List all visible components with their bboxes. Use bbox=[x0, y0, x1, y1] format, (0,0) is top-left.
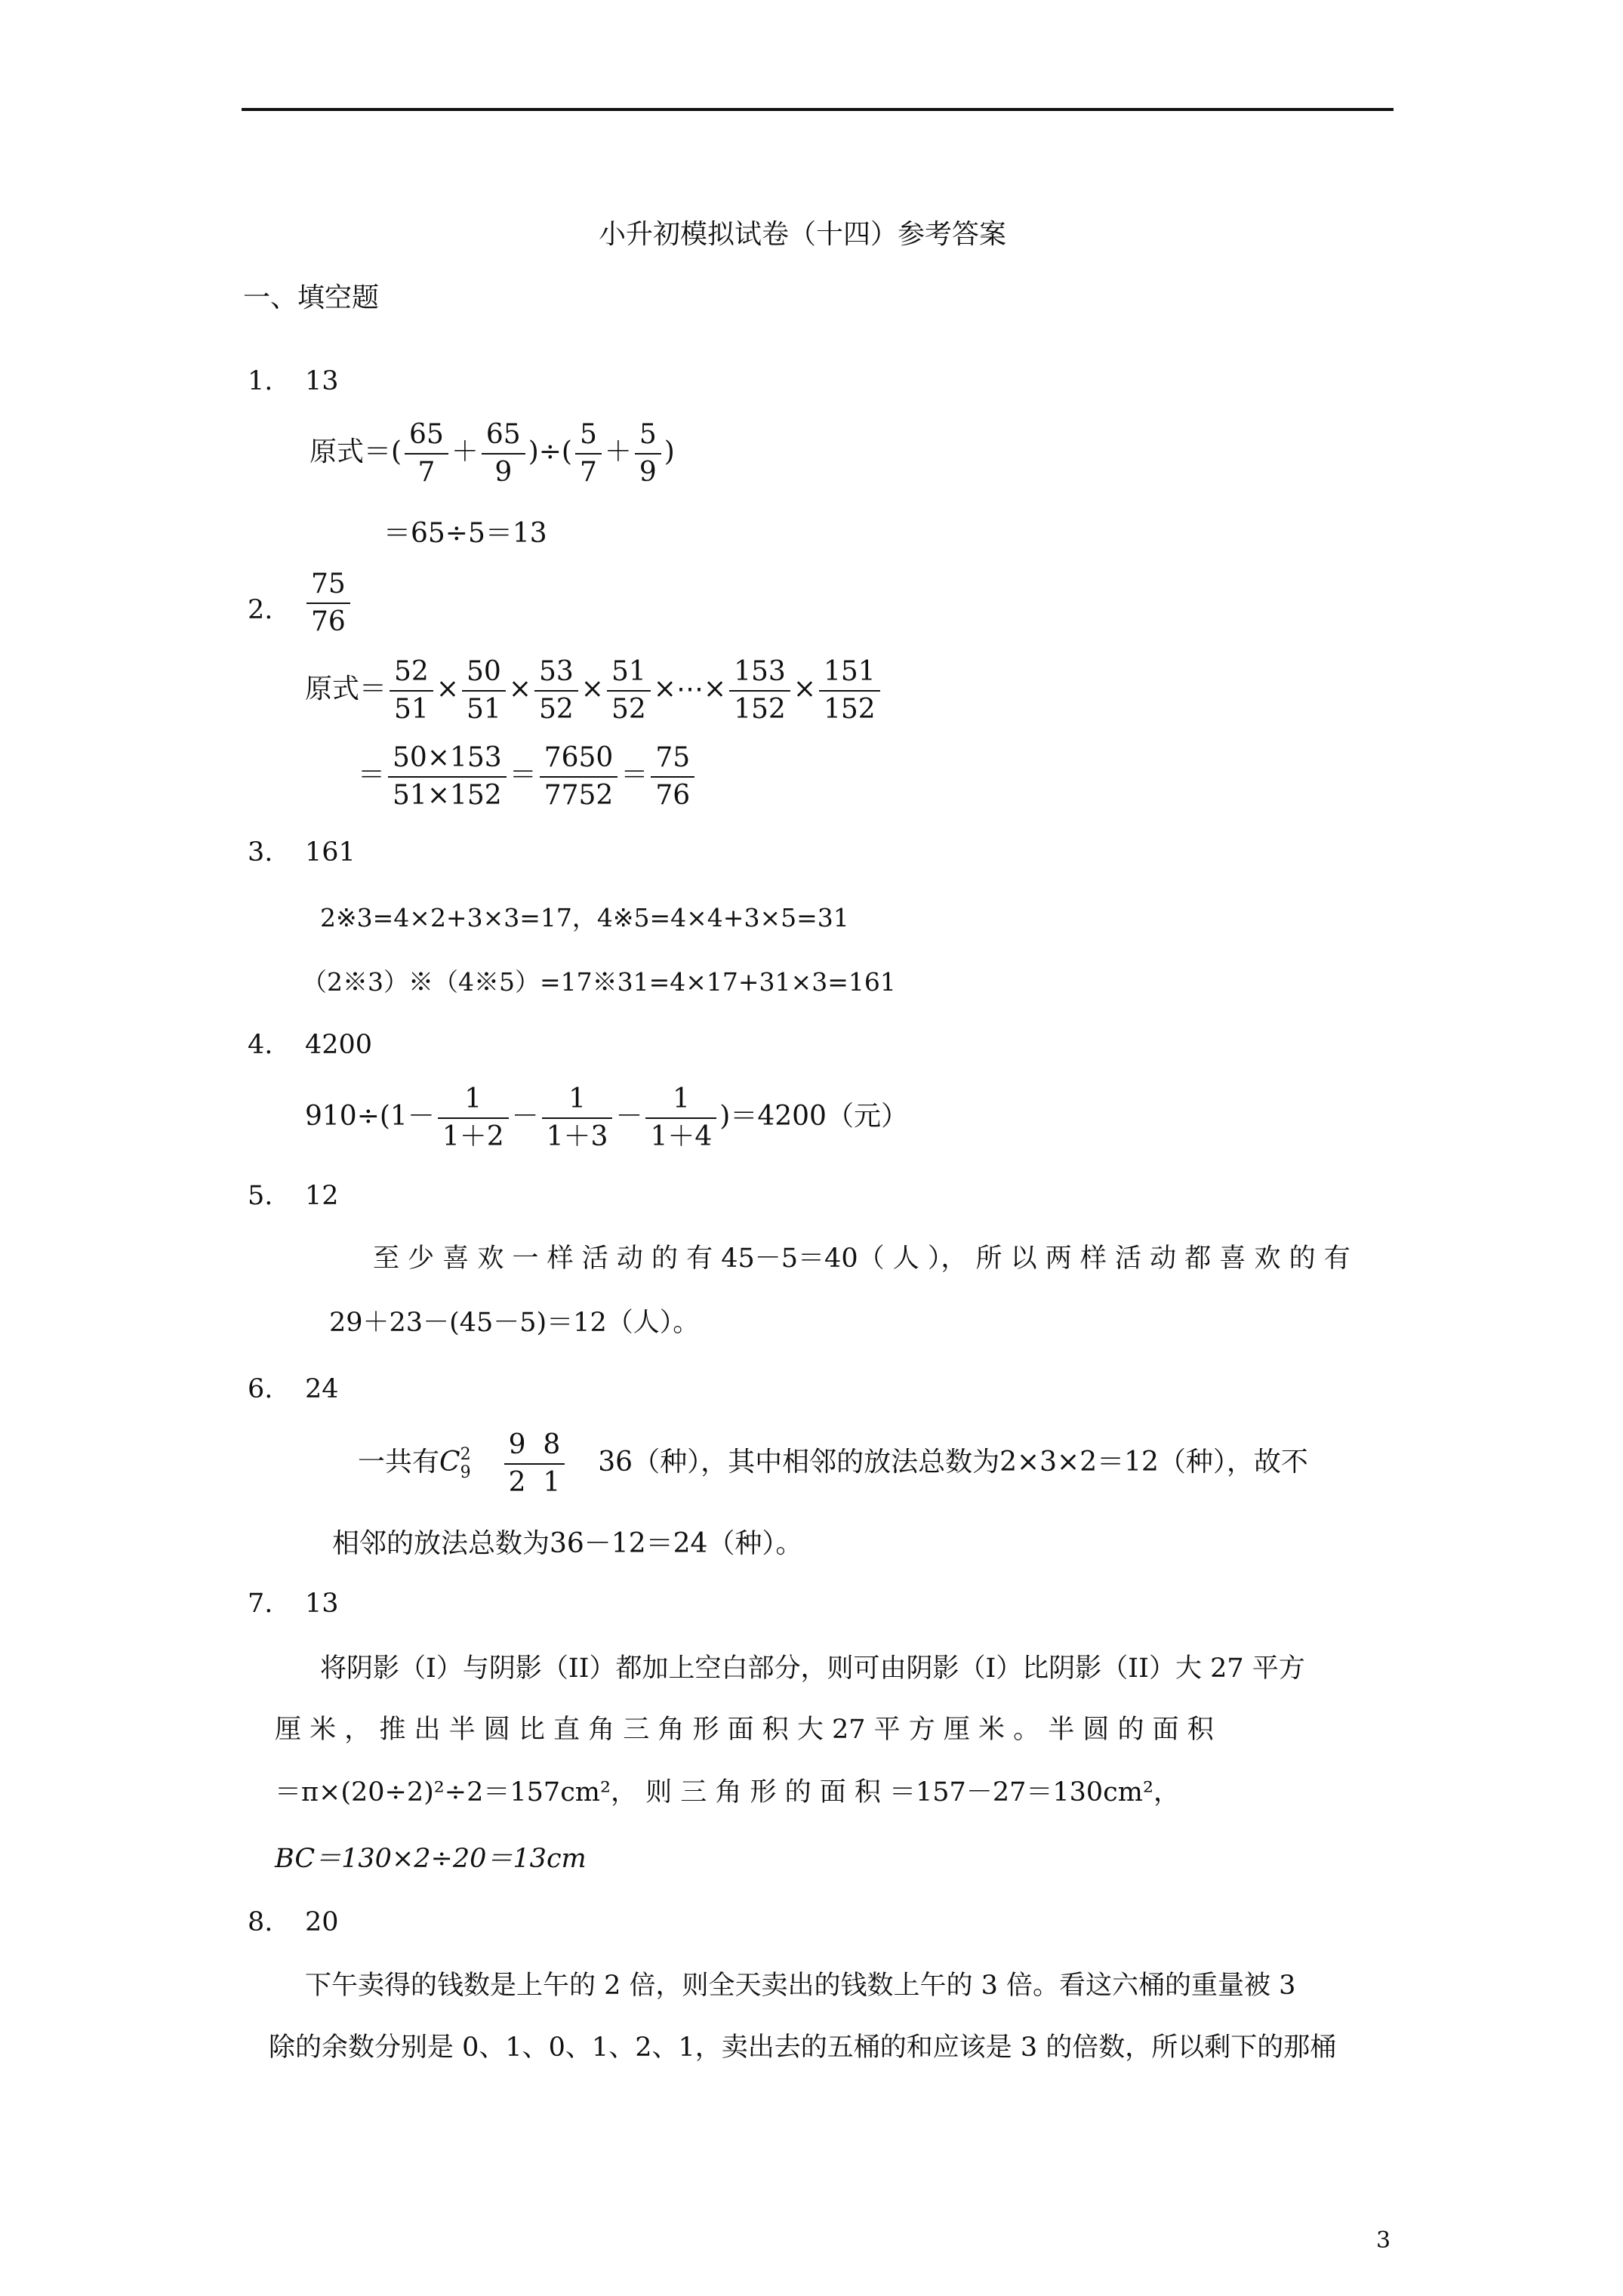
q3-answer: 161 bbox=[305, 837, 356, 868]
header-rule bbox=[242, 108, 1394, 111]
q2-working-line-1: 原式＝ $\frac{52}{51}$ × $\frac{50}{51}$ × $\frac{53}{52}$ × $\frac{51}{52}$ ×⋯× $\frac{153}{152}$ × $\frac{151}{152}$ bbox=[305, 654, 883, 728]
q1-number: 1. bbox=[248, 366, 273, 396]
q7-working-line-3: ＝π×(20÷2)²÷2＝157cm²， 则 三 角 形 的 面 积 ＝157－27＝130cm²， bbox=[275, 1777, 1180, 1808]
q7-working-line-1: 将阴影（I）与阴影（II）都加上空白部分，则可由阴影（I）比阴影（II）大 27 平方 bbox=[320, 1653, 1305, 1684]
q1-working-line-1: 原式＝( $\frac{65}{7}$ ＋ $\frac{65}{9}$ )÷( $\frac{5}{7}$ ＋ $\frac{5}{9}$ ) bbox=[310, 417, 675, 491]
page-title: 小升初模拟试卷（十四）参考答案 bbox=[599, 219, 1007, 250]
q2-working-line-2: ＝ $\frac{50\times 153}{51\times 152}$ ＝ $\frac{7650}{7752}$ ＝ $\frac{75}{76}$ bbox=[358, 740, 698, 814]
q2-number: 2. bbox=[248, 595, 273, 625]
q1-working-line-2: ＝65÷5＝13 bbox=[383, 518, 547, 549]
q7-number: 7. bbox=[248, 1589, 273, 1619]
q7-answer: 13 bbox=[305, 1589, 339, 1619]
q6-working-line-2: 相邻的放法总数为36－12＝24（种）。 bbox=[332, 1528, 803, 1559]
q7-working-line-4: BC＝130×2÷20＝13cm bbox=[275, 1844, 587, 1874]
q3-working-line-2: （2※3）※（4※5）=17※31=4×17+31×3=161 bbox=[302, 967, 896, 997]
q5-working-line-2: 29＋23－(45－5)＝12（人）。 bbox=[329, 1308, 700, 1338]
q3-number: 3. bbox=[248, 837, 273, 868]
q4-number: 4. bbox=[248, 1030, 273, 1060]
q5-answer: 12 bbox=[305, 1181, 339, 1211]
q8-number: 8. bbox=[248, 1907, 273, 1937]
q2-answer: $\frac{75}{76}$ bbox=[303, 566, 353, 640]
q7-working-line-2: 厘 米 ， 推 出 半 圆 比 直 角 三 角 形 面 积 大 27 平 方 厘 米 。 半 圆 的 面 积 bbox=[275, 1715, 1214, 1745]
q4-answer: 4200 bbox=[305, 1030, 373, 1060]
q4-working: 910÷(1－ $\frac{1}{1+2}$ － $\frac{1}{1+3}$ － $\frac{1}{1+4}$ )＝4200（元） bbox=[305, 1081, 908, 1155]
q5-number: 5. bbox=[248, 1181, 273, 1211]
section-heading: 一、填空题 bbox=[243, 282, 380, 313]
q3-working-line-1: 2※3=4×2+3×3=17，4※5=4×4+3×5=31 bbox=[320, 903, 849, 932]
q5-working-line-1: 至 少 喜 欢 一 样 活 动 的 有 45－5＝40（ 人 ）， 所 以 两 样 活 动 都 喜 欢 的 有 bbox=[373, 1244, 1350, 1274]
q8-answer: 20 bbox=[305, 1907, 339, 1937]
q6-answer: 24 bbox=[305, 1374, 339, 1404]
q8-working-line-2: 除的余数分别是 0、1、0、1、2、1，卖出去的五桶的和应该是 3 的倍数，所以剩下的那桶 bbox=[269, 2032, 1337, 2063]
q6-working-line-1: 一共有C 2 9 $\frac{9 8}{2 1}$ 36（种），其中相邻的放法总数为2×3×2＝12（种），故不 bbox=[358, 1427, 1308, 1501]
q8-working-line-1: 下午卖得的钱数是上午的 2 倍，则全天卖出的钱数上午的 3 倍。看这六桶的重量被 3 bbox=[305, 1971, 1296, 2001]
q1-answer: 13 bbox=[305, 366, 339, 396]
page-number: 3 bbox=[1376, 2227, 1391, 2254]
q6-number: 6. bbox=[248, 1374, 273, 1404]
